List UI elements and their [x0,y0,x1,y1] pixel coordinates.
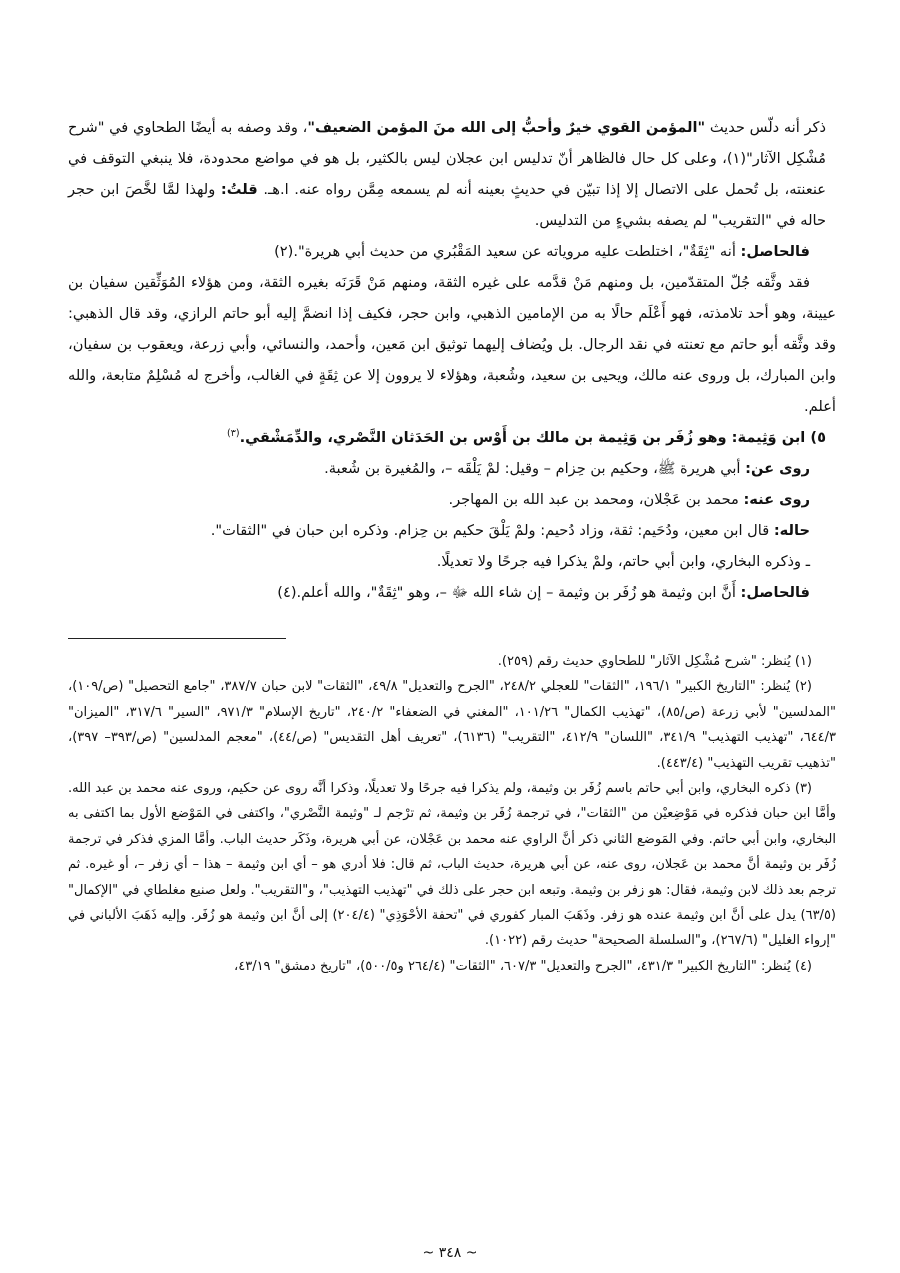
footnote-ref-3: (٣) [227,428,240,440]
rawa-anhu-line: روى عنه: محمد بن عَجْلان، ومحمد بن عبد الله بن المهاجر. [448,491,810,508]
haluh-label: حاله: [773,522,810,539]
footnote-separator [68,638,286,639]
qultu-label: قلتُ: [220,181,258,198]
rawa-anhu-label: روى عنه: [743,491,810,508]
hasil-2-line: فالحاصل: أَنَّ ابن وثيمة هو زُفَر بن وثيمة – إن شاء الله ﷻ –، وهو "ثِقَةٌ"، والله أعلم.(٤) [277,584,810,601]
rawa-an-line: روى عن: أبي هريرة ﷺ، وحكيم بن حِزام – وقيل: لمْ يَلْقَه –، والمُغيرة بن شُعبة. [324,460,810,477]
hasil-label: فالحاصل: [740,243,810,260]
paragraph-tawthiq: فقد وثَّقه جُلّ المتقدّمين، بل ومنهم مَنْ قدَّمه على غيره الثقة، ومنهم مَنْ قَرَنَه بغيره الثقة، ومن هؤلاء المُوَثِّقين سفيان بن عيينة، وهو أحد تلامذته، فهو أَعْلَم حالًا به من الإمامين الذهبي، وابن حجر، فكيف إذا انضمَّ إليه أبو حاتم الرازي، وقد قال الذهبي: وقد وثَّقه أبو حاتم مع تعنته في نقد الرجال. بل ويُضاف إليهما توثيق ابن مَعين، وأحمد، والنسائي، وأبي زرعة، ويعقوب بن سفيان، وابن المبارك، بل وروى عنه مالك، ويحيى بن سعيد، وشُعبة، وهؤلاء لا يروون إلا عن ثِقَةٍ في الغالب، وأخرج له مُسْلِمٌ متابعة، والله أعلم. [68,274,836,415]
hadith-quote: "المؤمن القوي خيرٌ وأحبُّ إلى الله منَ المؤمن الضعيف" [307,119,706,136]
narrator-heading: ٥) ابن وَثِيمة: وهو زُفَر بن وَثِيمة بن مالك بن أَوْس بن الحَدَثان النَّصْري، والدِّمَشْقي.$^{(٣)}$ [227,428,826,446]
hasil-2-label: فالحاصل: [740,584,810,601]
dhakarahu-line: ـ وذكره البخاري، وابن أبي حاتم، ولمْ يذكرا فيه جرحًا ولا تعديلًا. [436,553,810,570]
page-body [68,112,836,979]
footnotes [68,649,836,979]
paragraph-tadlis: ذكر أنه دلّس حديث "المؤمن القوي خيرٌ وأحبُّ إلى الله منَ المؤمن الضعيف"، وقد وصفه به أيضًا الطحاوي في "شرح مُشْكِل الآثار"(١)، وعلى كل حال فالظاهر أنّ تدليس ابن عجلان ليس بالكثير، بل هو في مواضع محدودة، فلا ينبغي التوقف في عنعنته، بل تُحمل على الاتصال إلا إذا تبيّن في حديثٍ بعينه أنه لم يسمعه مِمَّن رواه عنه. ا.هـ. قلتُ: ولهذا لمَّا لخَّصَ ابن حجر حاله في "التقريب" لم يصفه بشيءٍ من التدليس. [68,119,826,229]
page-number: ~ ٣٤٨ ~ [422,1245,478,1261]
footnote-4: (٤) يُنظر: "التاريخ الكبير" ٤٣١/٣، "الجرح والتعديل" ٦٠٧/٣، "الثقات" (٢٦٤/٤ و٥٠٠/٥)، "تاريخ دمشق" ٤٣/١٩، [234,958,812,974]
haluh-line: حاله: قال ابن معين، ودُحَيم: ثقة، وزاد دُحيم: ولمْ يَلْقَ حكيم بن حِزام. وذكره ابن حبان في "الثقات". [210,522,810,539]
footnote-2: (٢) يُنظر: "التاريخ الكبير" ١٩٦/١، "الثقات" للعجلي ٢٤٨/٢، "الجرح والتعديل" ٤٩/٨، "الثقات" لابن حبان ٣٨٧/٧، "جامع التحصيل" (ص/١٠٩)، "المدلسين" لأبي زرعة (ص/٨٥)، "تهذيب الكمال" ١٠١/٢٦، "المغني في الضعفاء" ٢٤٠/٢، "تاريخ الإسلام" ٩٧١/٣، "السير" ٣١٧/٦، "الميزان" ٦٤٤/٣، "تهذيب التهذيب" ٣٤١/٩، "اللسان" ٤١٢/٩، "التقريب" (٦١٣٦)، "تعريف أهل التقديس" (ص/٤٤)، "معجم المدلسين" (ص/٣٩٣– ٣٩٧)، "تذهيب تقريب التهذيب" (٤٤٣/٤). [68,679,836,771]
footnote-3: (٣) ذكره البخاري، وابن أبي حاتم باسم زُفَر بن وثيمة، ولم يذكرا فيه جرحًا ولا تعديلًا، وذكرا أنَّه روى عن حكيم، وروى عنه محمد بن عبد الله. وأمَّا ابن حبان فذكره في مَوْضِعيْن من "الثقات"، في ترجمة زُفَر بن وثيمة، ثم ترْجم لـ "وثيمة النَّصْري"، واكتفى في المَوْضع الأول بما اكتفى به البخاري، وابن أبي حاتم. وفي المَوضع الثاني ذكر أنَّ الراوي عنه محمد بن عَجْلان، عن أبي هريرة، وذَكَر حديث الباب. وأمَّا المزي فذكر في ترجمة زُفَر بن وثيمة أنَّ محمد بن عَجلان، روى عنه، عن أبي هريرة، حديث الباب، ثم قال: فلا أدري هو – أي ابن وثيمة – هذا – أي زفر –، أو غيره. ثم ترجم بعد ذلك لابن وثيمة، فقال: هو زفر بن وثيمة. وتبعه ابن حجر على ذلك في "تهذيب التهذيب"، و"التقريب". ولعل صنيع مغلطاي في "الإكمال" (٦٣/٥) يدل على أنَّ ابن وثيمة عنده هو زفر. وذَهَبَ المبار كفوري في "تحفة الأحْوَذِي" (٢٠٤/٤) إلى أنَّ ابن وثيمة هو زُفَر. وإليه ذَهَبَ الألباني في "إرواء الغليل" (٢٦٧/٦)، و"السلسلة الصحيحة" حديث رقم (١٠٢٢). [68,781,836,949]
footnote-1: (١) يُنظر: "شرح مُشْكِل الآثار" للطحاوي حديث رقم (٢٥٩). [497,654,812,669]
main-text [68,112,836,608]
paragraph-hasil-1: فالحاصل: أنه "ثِقَةٌ"، اختلطت عليه مروياته عن سعيد المَقْبُري من حديث أبي هريرة".(٢) [274,243,810,260]
rawa-an-label: روى عن: [745,460,810,477]
